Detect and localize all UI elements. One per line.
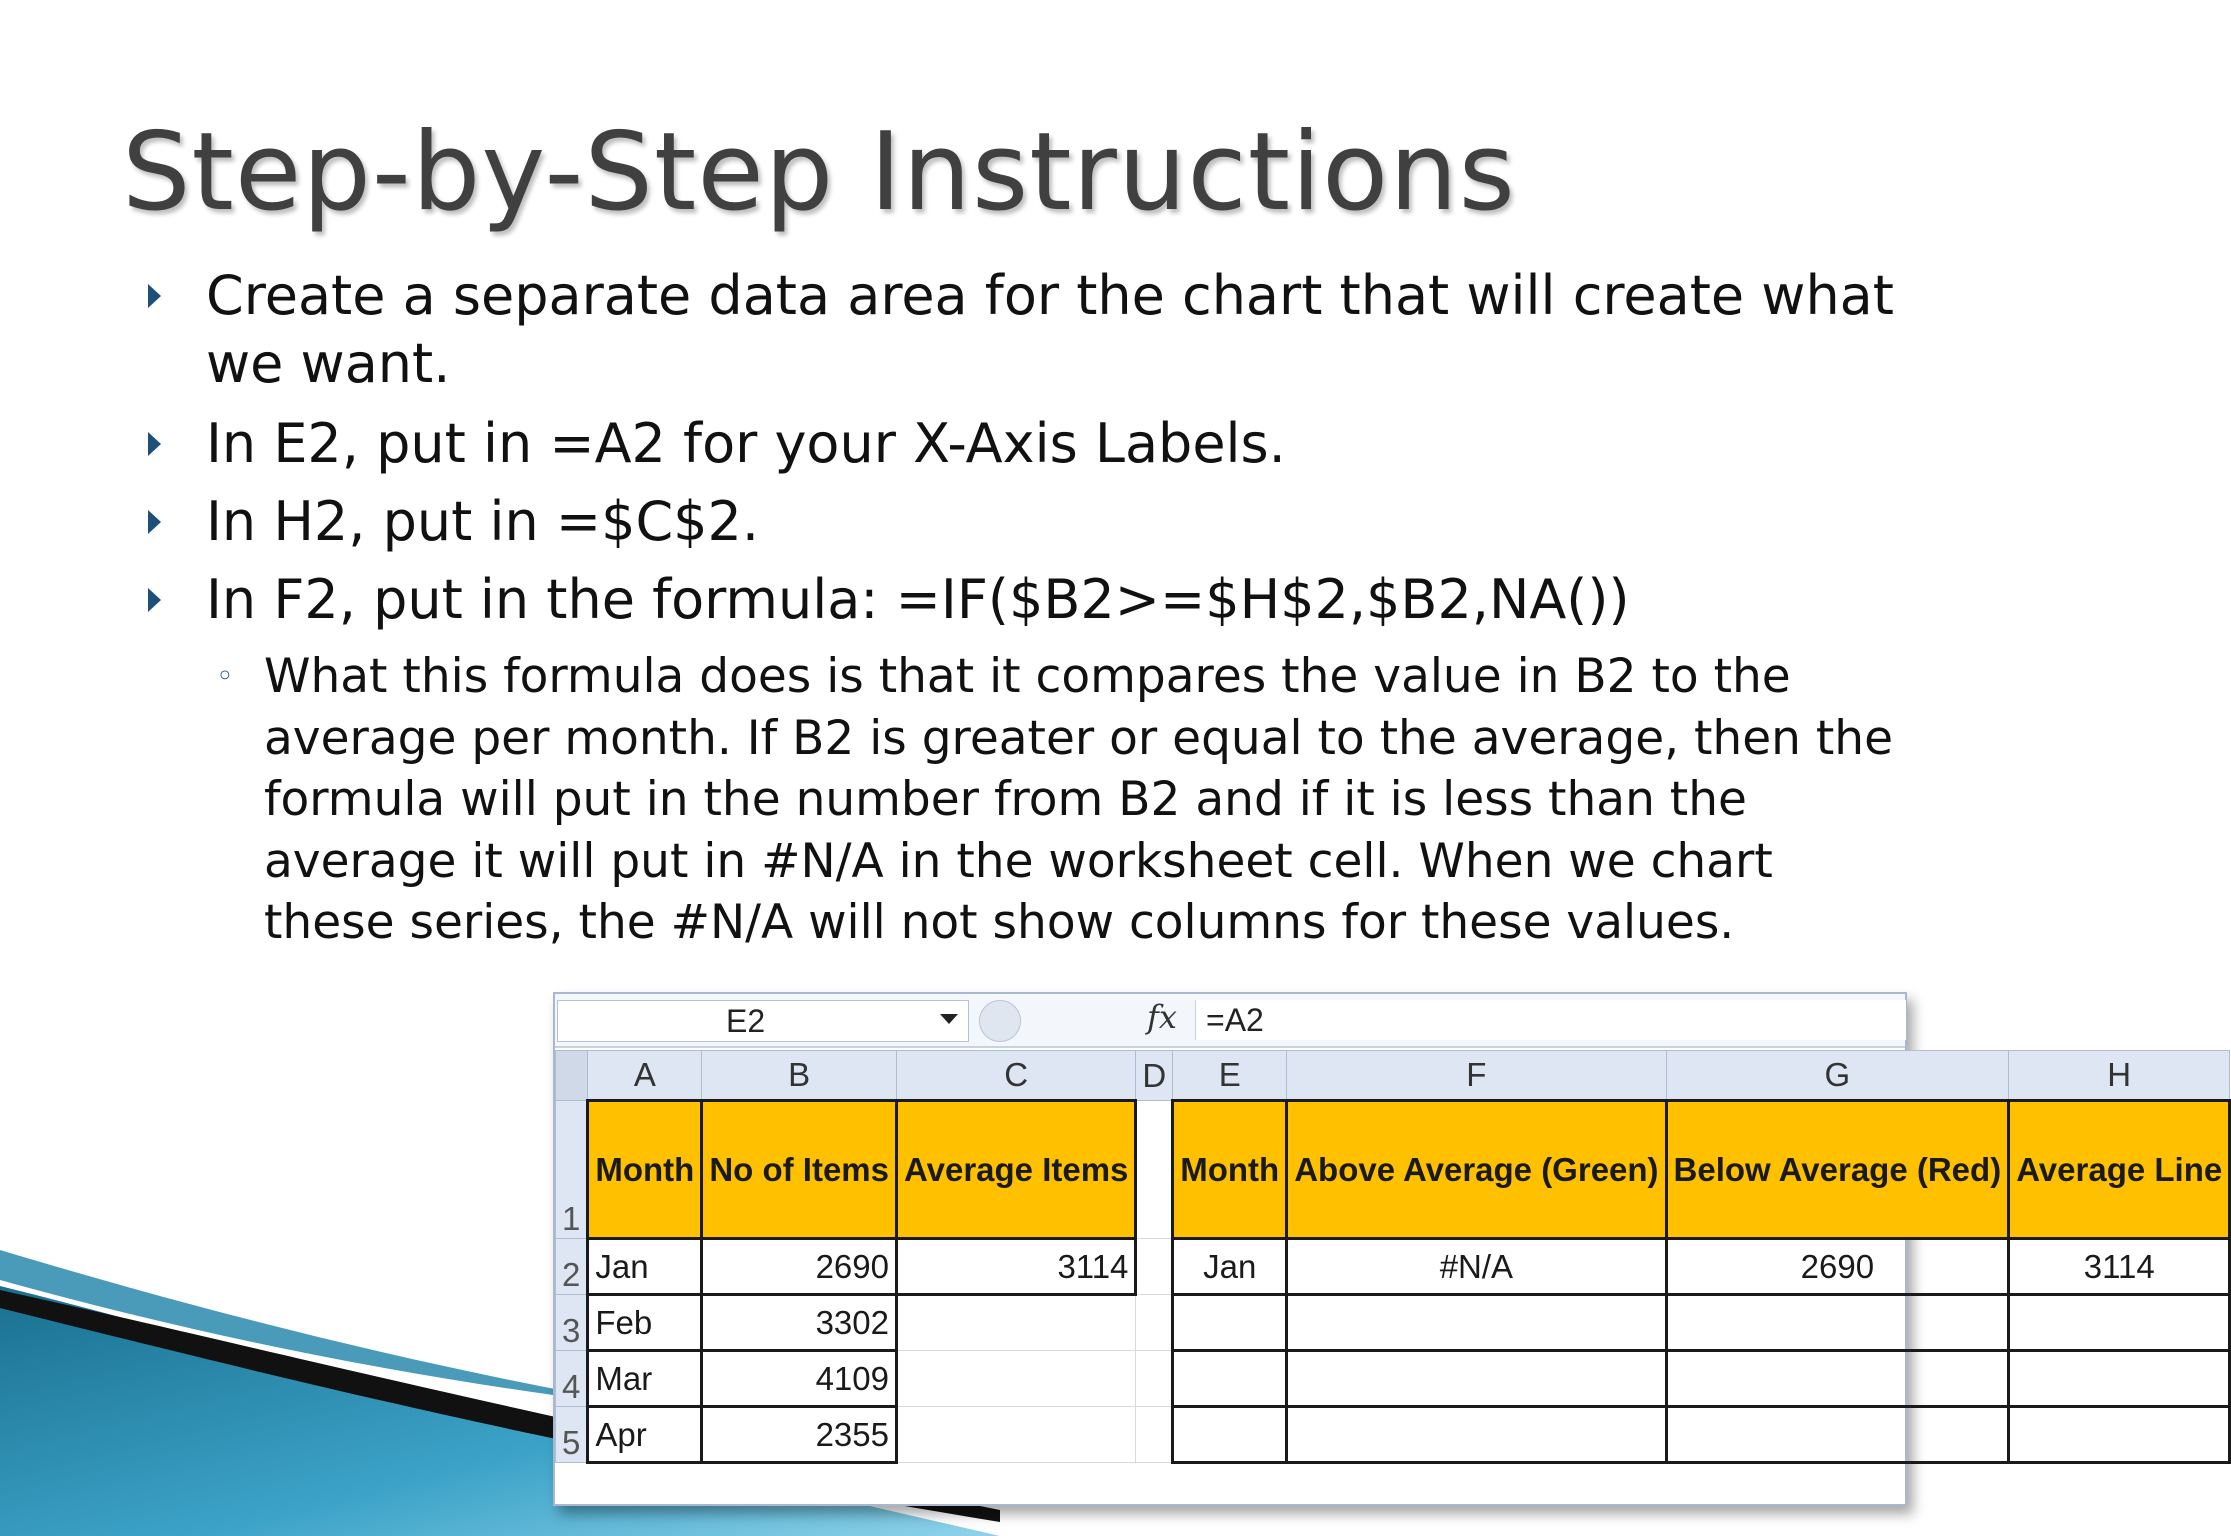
bullet-text: In H2, put in =$C$2. [206,490,760,553]
row-header[interactable]: 4 [556,1351,588,1407]
row-header[interactable]: 5 [556,1407,588,1463]
cell[interactable] [2009,1351,2230,1407]
slide-title: Step-by-Step Instructions [122,110,1516,235]
cell[interactable]: 3302 [702,1295,897,1351]
cell[interactable]: 3114 [897,1239,1136,1295]
cell[interactable] [2009,1295,2230,1351]
column-header[interactable]: B [702,1051,897,1101]
cell[interactable] [1136,1407,1173,1463]
row-header[interactable]: 1 [556,1101,588,1239]
cell[interactable]: 2355 [702,1407,897,1463]
bullet-item [206,262,1926,398]
spreadsheet-screenshot [553,992,2223,1506]
cell[interactable]: Apr [588,1407,702,1463]
cell[interactable] [1287,1295,1666,1351]
header-cell[interactable]: Average Line [2009,1101,2230,1239]
cell[interactable] [1136,1295,1173,1351]
column-header[interactable]: E [1173,1051,1287,1101]
bullet-text: In E2, put in =A2 for your X-Axis Labels. [206,412,1286,475]
bullet-item [206,488,1926,556]
header-cell[interactable]: Month [588,1101,702,1239]
cell[interactable] [1287,1407,1666,1463]
cell[interactable] [1136,1351,1173,1407]
cell[interactable] [1287,1351,1666,1407]
chevron-down-icon[interactable] [940,1014,958,1024]
header-cell[interactable]: Above Average (Green) [1287,1101,1666,1239]
cell[interactable] [1666,1351,2009,1407]
formula-bar-handle-icon [979,1000,1021,1042]
cell[interactable]: #N/A [1287,1239,1666,1295]
bullet-item [206,410,1926,478]
column-header[interactable]: D [1136,1051,1173,1101]
cell[interactable] [897,1407,1136,1463]
row-header[interactable]: 2 [556,1239,588,1295]
cell[interactable]: Mar [588,1351,702,1407]
bullet-text: In F2, put in the formula: =IF($B2>=$H$2,$B2,NA()) [206,568,1630,631]
sub-bullet-text: What this formula does is that it compares the value in B2 to the average per month. If B2 is greater or equal to the average, then the formula will put in the number from B2 and if it is less than the average it will put in #N/A in the worksheet cell. When we chart these series, the #N/A will not show columns for these values. [264,649,1893,950]
cell[interactable]: Jan [588,1239,702,1295]
formula-bar [555,994,1905,1048]
cell[interactable] [1136,1239,1173,1295]
triangle-right-icon [148,510,161,534]
triangle-right-icon [148,432,161,456]
header-cell[interactable]: Below Average (Red) [1666,1101,2009,1239]
select-all-corner[interactable] [556,1051,588,1101]
cell[interactable] [1666,1407,2009,1463]
hollow-circle-icon: ◦ [216,659,234,694]
triangle-right-icon [148,284,161,308]
worksheet-grid [555,1050,2231,1464]
column-header[interactable]: H [2009,1051,2230,1101]
sub-bullet-item [216,646,1904,954]
header-cell[interactable]: Month [1173,1101,1287,1239]
formula-input[interactable]: =A2 [1195,1000,1906,1040]
cell[interactable]: 2690 [702,1239,897,1295]
column-header[interactable]: F [1287,1051,1666,1101]
cell[interactable] [897,1351,1136,1407]
table-row [556,1295,2230,1351]
name-box[interactable]: E2 [557,1000,969,1042]
cell[interactable] [1666,1295,2009,1351]
cell[interactable]: 3114 [2009,1239,2230,1295]
fx-icon[interactable]: fx [1147,998,1177,1036]
selected-cell[interactable]: Jan [1173,1239,1287,1295]
cell[interactable] [2009,1407,2230,1463]
cell[interactable] [1173,1407,1287,1463]
column-header[interactable]: C [897,1051,1136,1101]
row-header[interactable]: 3 [556,1295,588,1351]
cell[interactable]: 4109 [702,1351,897,1407]
header-cell[interactable]: Average Items [897,1101,1136,1239]
cell[interactable] [1173,1351,1287,1407]
header-cell[interactable]: No of Items [702,1101,897,1239]
cell[interactable]: Feb [588,1295,702,1351]
table-row [556,1101,2230,1239]
column-header[interactable]: G [1666,1051,2009,1101]
cell[interactable] [1136,1101,1173,1239]
table-row [556,1351,2230,1407]
bullet-item [206,566,1926,634]
bullet-text: Create a separate data area for the chart that will create what we want. [206,264,1894,395]
table-row [556,1407,2230,1463]
cell[interactable]: 2690 [1666,1239,2009,1295]
cell[interactable] [1173,1295,1287,1351]
cell[interactable] [897,1295,1136,1351]
triangle-right-icon [148,588,161,612]
column-header[interactable]: A [588,1051,702,1101]
table-row [556,1239,2230,1295]
